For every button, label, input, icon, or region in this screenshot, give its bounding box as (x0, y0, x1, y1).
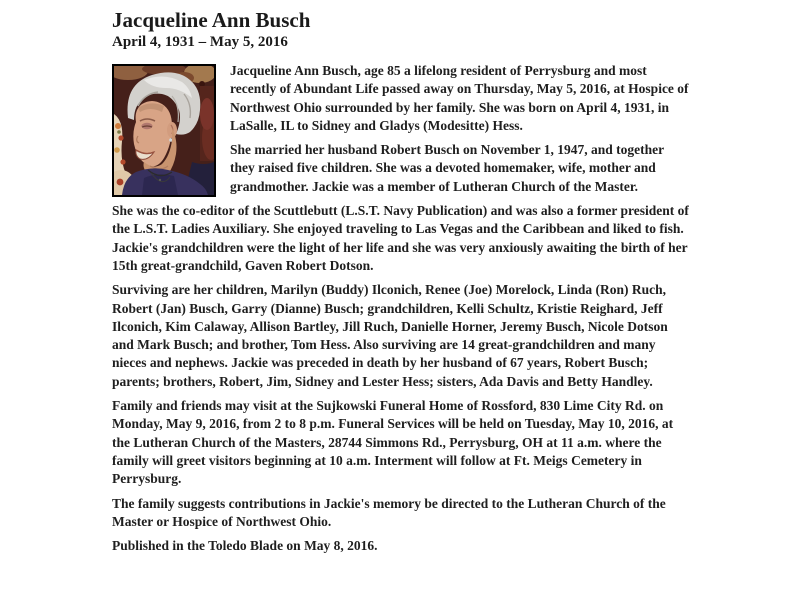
obituary-body (112, 62, 690, 555)
obituary-paragraph-life: She was the co-editor of the Scuttlebutt (L.S.T. Navy Publication) and was also a former president of the L.S.T. Ladies Auxiliary. She enjoyed traveling to Las Vegas and the Caribbean and liked to fish. Jackie's grandchildren were the light of her life and she was very anxiously awaiting the birth of her 15th great-grandchild, Gaven Robert Dotson. (112, 203, 689, 273)
obituary-paragraph-services: Family and friends may visit at the Sujkowski Funeral Home of Rossford, 830 Lime City Rd. on Monday, May 9, 2016, from 2 to 8 p.m. Funeral Services will be held on Tuesday, May 10, 2016, at the Lutheran Church of the Masters, 28744 Simmons Rd., Perrysburg, OH at 11 a.m. where the family will greet visitors beginning at 10 a.m. Interment will follow at Ft. Meigs Cemetery in Perrysburg. (112, 398, 674, 487)
obituary-paragraph-published: Published in the Toledo Blade on May 8, 2016. (112, 538, 378, 554)
obituary-document (112, 8, 690, 555)
obituary-paragraph-marriage: She married her husband Robert Busch on November 1, 1947, and together they raised five children. She was a devoted homemaker, wife, mother and grandmother. Jackie was a member of Lutheran Church of the Master. (230, 142, 664, 194)
page-title: Jacqueline Ann Busch (112, 8, 311, 32)
obituary-paragraph-intro: Jacqueline Ann Busch, age 85 a lifelong resident of Perrysburg and most recently of Abundant Life passed away on Thursday, May 5, 2016, at Hospice of Northwest Ohio surrounded by her family. She was born on April 4, 1931, in LaSalle, IL to Sidney and Gladys (Modesitte) Hess. (230, 63, 689, 133)
obituary-paragraph-survivors: Surviving are her children, Marilyn (Buddy) Ilconich, Renee (Joe) Morelock, Linda (Ron) Ruch, Robert (Jan) Busch, Garry (Dianne) Busch; grandchildren, Kelli Schultz, Kristie Reighard, Jeff Ilconich, Kim Calaway, Allison Bartley, Jill Ruch, Danielle Horner, Jeremy Busch, Nicole Dotson and Mark Busch; and brother, Tom Hess. Also surviving are 14 great-grandchildren and many nieces and nephews. Jackie was preceded in death by her husband of 67 years, Robert Busch; parents; brothers, Robert, Jim, Sidney and Lester Hess; sisters, Ada Davis and Betty Handley. (112, 282, 668, 389)
portrait-photo (112, 64, 216, 197)
life-dates: April 4, 1931 – May 5, 2016 (112, 34, 288, 50)
portrait-photo-illustration (114, 66, 214, 195)
obituary-paragraph-contributions: The family suggests contributions in Jackie's memory be directed to the Lutheran Church of the Master or Hospice of Northwest Ohio. (112, 495, 666, 529)
